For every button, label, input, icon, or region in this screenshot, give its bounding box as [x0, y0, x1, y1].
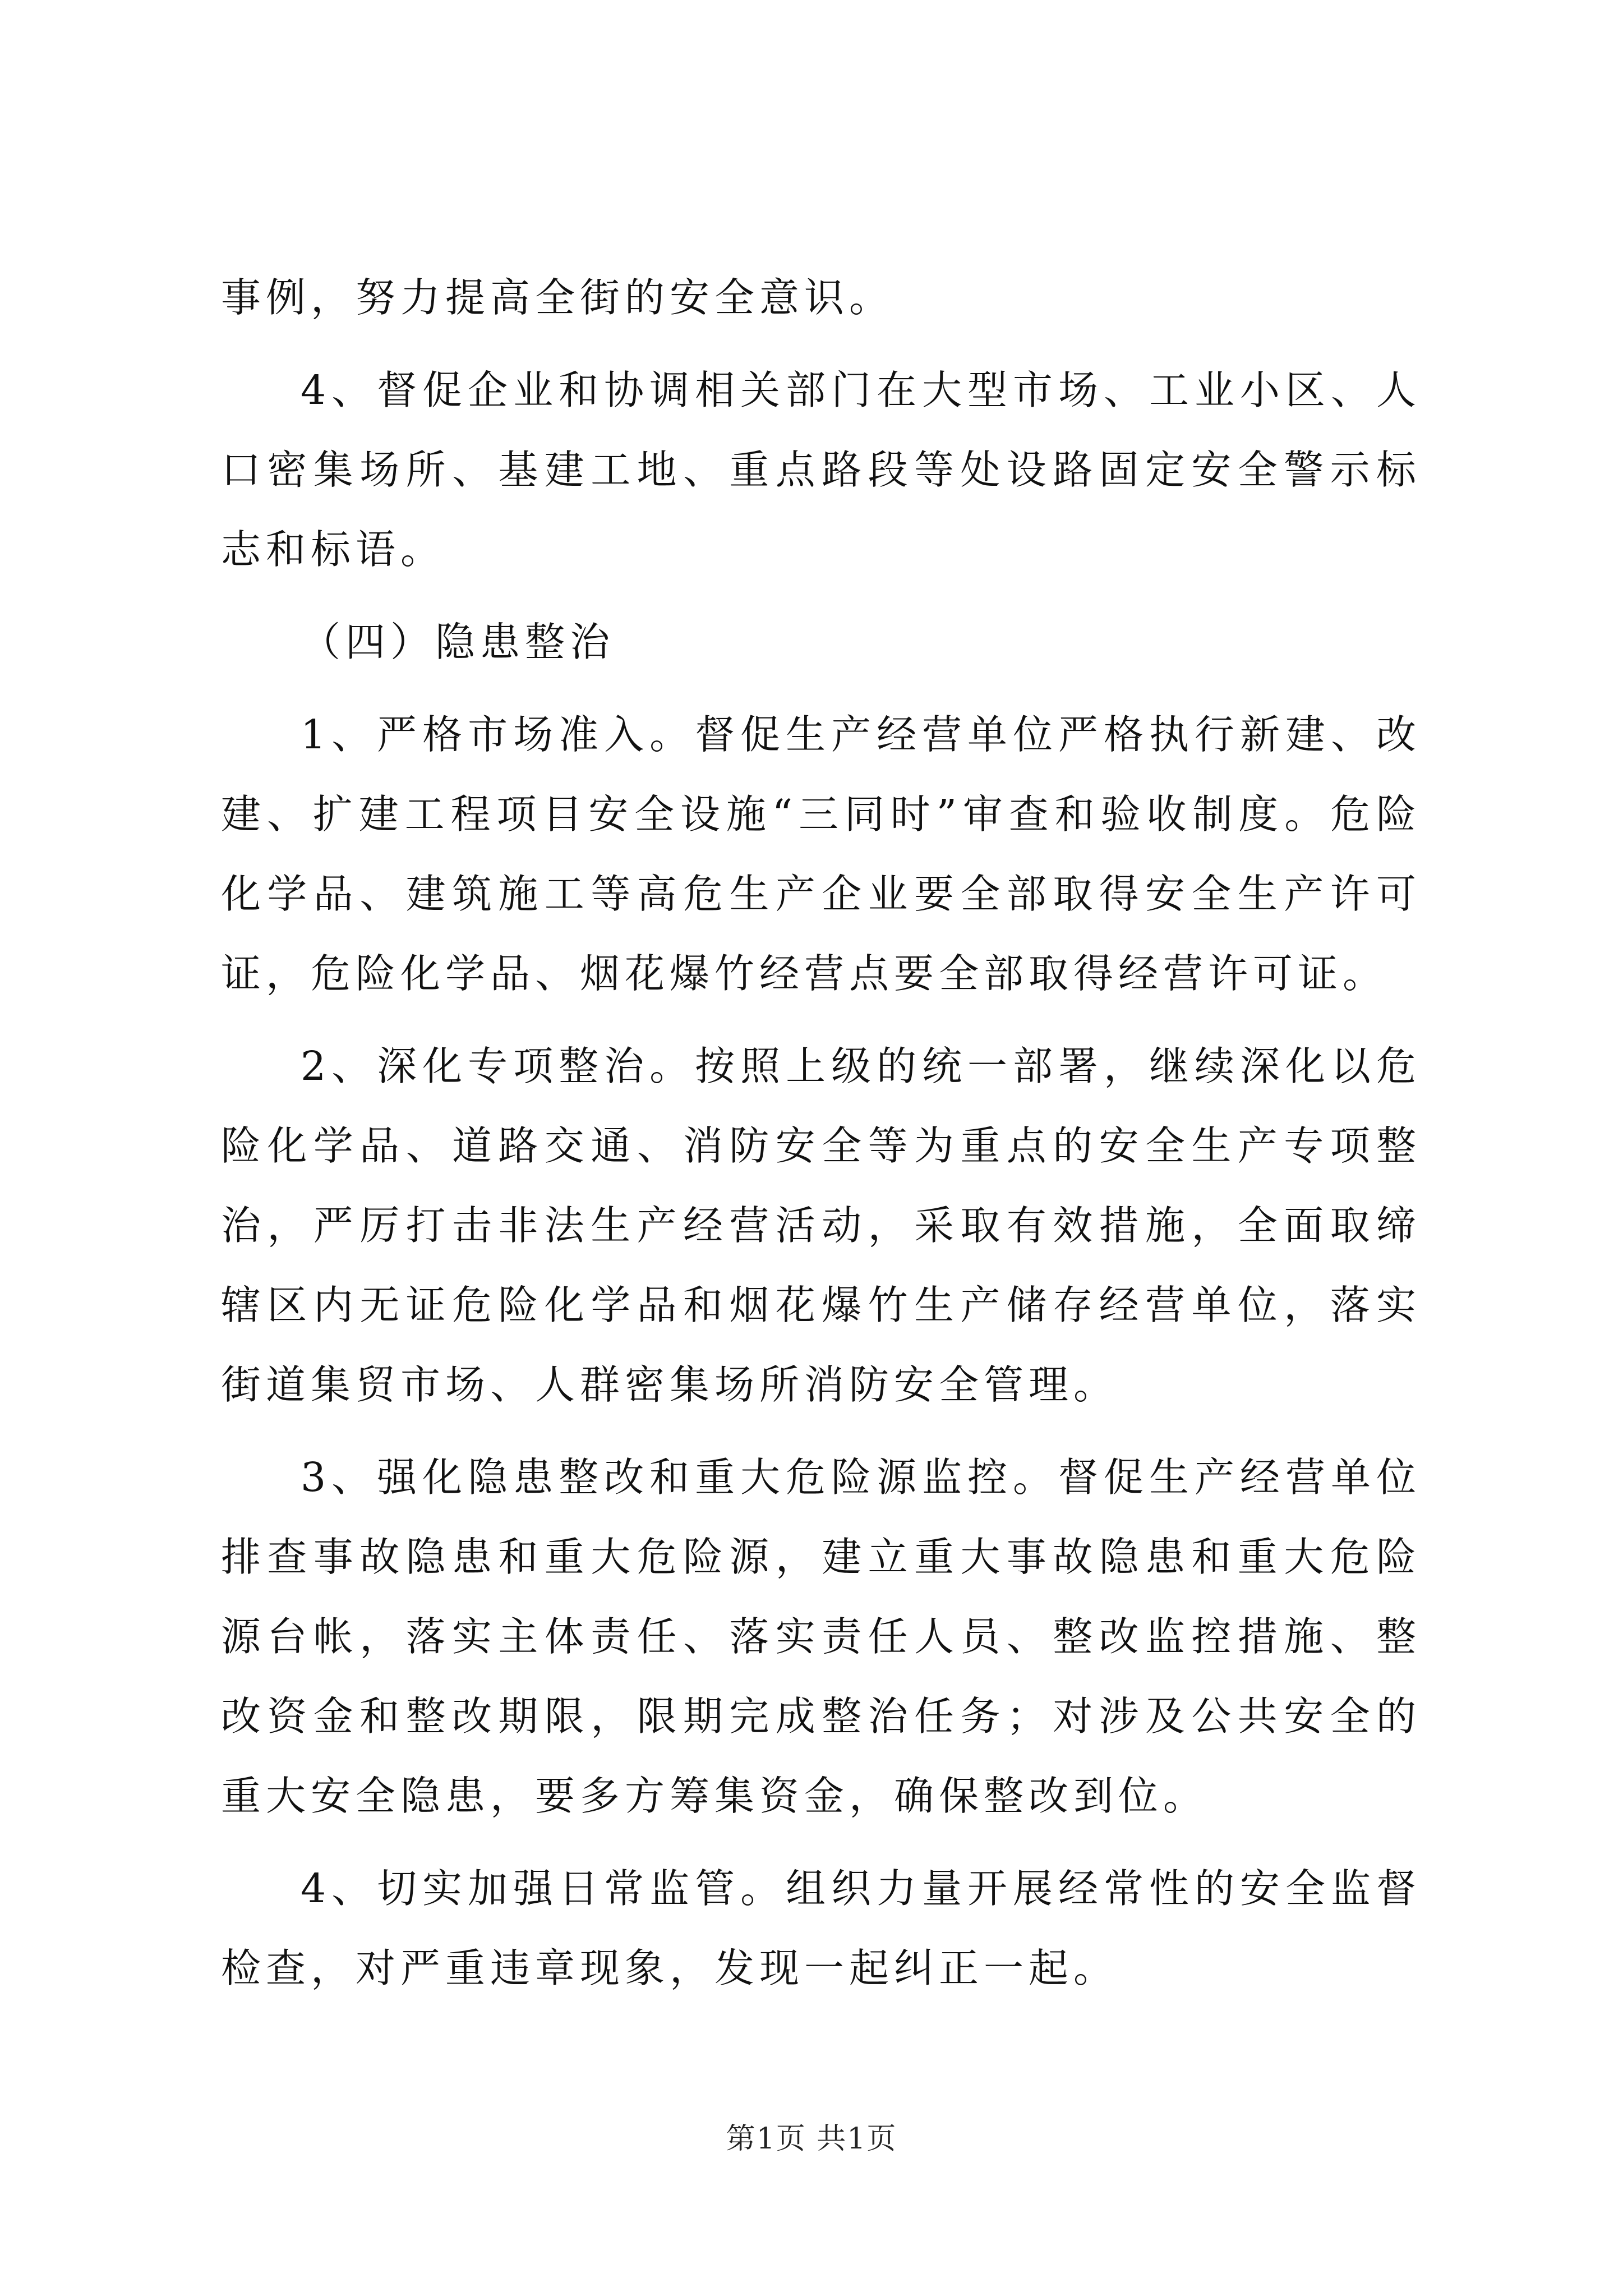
paragraph-item-1-market-access: 1、严格市场准入。督促生产经营单位严格执行新建、改建、扩建工程项目安全设施“三同时”审查和验收制度。危险化学品、建筑施工等高危生产企业要全部取得安全生产许可证，危险化学品、烟花爆竹经营点要全部取得经营许可证。	[221, 711, 1421, 997]
paragraph-item-4-daily-supervision: 4、切实加强日常监管。组织力量开展经常性的安全监督检查，对严重违章现象，发现一起纠正一起。	[221, 1865, 1421, 1991]
document-body	[221, 258, 1421, 2008]
paragraph-item-2-special-rectification: 2、深化专项整治。按照上级的统一部署，继续深化以危险化学品、道路交通、消防安全等为重点的安全生产专项整治，严厉打击非法生产经营活动，采取有效措施，全面取缔辖区内无证危险化学品和烟花爆竹生产储存经营单位，落实街道集贸市场、人群密集场所消防安全管理。	[221, 1043, 1421, 1408]
page-footer: 第1页 共1页	[726, 2122, 897, 2156]
paragraph-continuation: 事例，努力提高全街的安全意识。	[221, 274, 895, 321]
paragraph-item-4-signage: 4、督促企业和协调相关部门在大型市场、工业小区、人口密集场所、基建工地、重点路段等处设路固定安全警示标志和标语。	[221, 367, 1421, 573]
paragraph-item-3-hazard-monitoring: 3、强化隐患整改和重大危险源监控。督促生产经营单位排查事故隐患和重大危险源，建立重大事故隐患和重大危险源台帐，落实主体责任、落实责任人员、整改监控措施、整改资金和整改期限，限期完成整治任务；对涉及公共安全的重大安全隐患，要多方筹集资金，确保整改到位。	[221, 1454, 1421, 1819]
section-heading-hazard-remediation: （四）隐患整治	[301, 619, 615, 665]
